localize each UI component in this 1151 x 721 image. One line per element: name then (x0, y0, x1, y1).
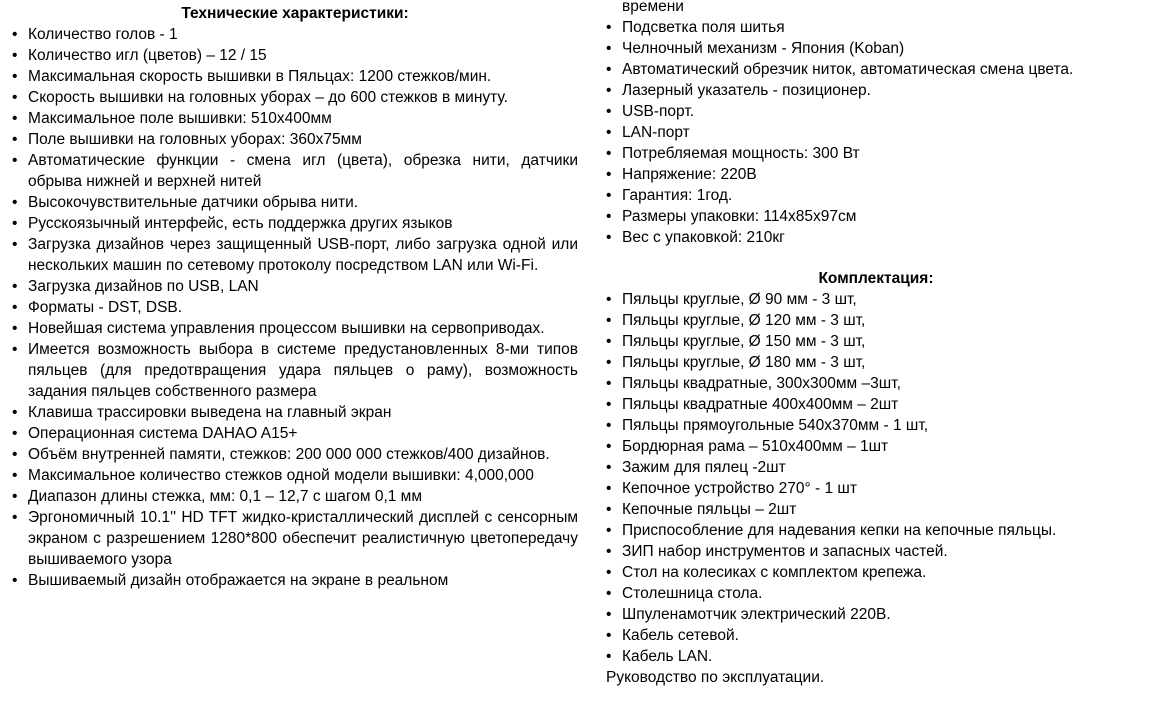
spec-item: • Русскоязычный интерфейс, есть поддержка других языков (12, 213, 578, 234)
spec-item: • Автоматический обрезчик ниток, автоматическая смена цвета. (606, 59, 1146, 80)
spec-item: • LAN-порт (606, 122, 1146, 143)
kit-item: • Шпуленамотчик электрический 220В. (606, 604, 1146, 625)
spec-item: • Загрузка дизайнов по USB, LAN (12, 276, 578, 297)
spec-item: • Вес с упаковкой: 210кг (606, 227, 1146, 248)
manual-item: Руководство по эксплуатации. (606, 669, 825, 686)
specs-list-continued (606, 17, 1146, 248)
specs-column (12, 0, 578, 591)
spec-item: • Гарантия: 1год. (606, 185, 1146, 206)
spec-item: • Высокочувствительные датчики обрыва нити. (12, 192, 578, 213)
spec-item: • USB-порт. (606, 101, 1146, 122)
specs-column-continued (606, 0, 1146, 688)
kit-item: • Пяльцы круглые, Ø 180 мм - 3 шт, (606, 352, 1146, 373)
spec-item: • Новейшая система управления процессом вышивки на сервоприводах. (12, 318, 578, 339)
kit-item: • Кепочные пяльцы – 2шт (606, 499, 1146, 520)
kit-item: • Пяльцы квадратные, 300х300мм –3шт, (606, 373, 1146, 394)
spec-item: • Количество игл (цветов) – 12 / 15 (12, 45, 578, 66)
specs-list (12, 24, 578, 591)
spec-item: • Количество голов - 1 (12, 24, 578, 45)
spec-item: • Потребляемая мощность: 300 Вт (606, 143, 1146, 164)
kit-item: • Пяльцы прямоугольные 540х370мм - 1 шт, (606, 415, 1146, 436)
kit-item: • Бордюрная рама – 510х400мм – 1шт (606, 436, 1146, 457)
spec-item: • Диапазон длины стежка, мм: 0,1 – 12,7 с шагом 0,1 мм (12, 486, 578, 507)
spec-item: • Операционная система DAHAO A15+ (12, 423, 578, 444)
kit-item: • Зажим для пялец -2шт (606, 457, 1146, 478)
spec-item: • Скорость вышивки на головных уборах – до 600 стежков в минуту. (12, 87, 578, 108)
spec-item: • Подсветка поля шитья (606, 17, 1146, 38)
spec-item: • Эргономичный 10.1'' HD TFT жидко-кристаллический дисплей с сенсорным экраном с разрешением 1280*800 обеспечит реалистичную цветопередачу вышиваемого узора (12, 507, 578, 570)
kit-item: • Пяльцы круглые, Ø 150 мм - 3 шт, (606, 331, 1146, 352)
kit-list (606, 289, 1146, 667)
kit-title: Комплектация: (818, 270, 934, 287)
kit-item: • Стол на колесиках с комплектом крепежа. (606, 562, 1146, 583)
spec-item: • Объём внутренней памяти, стежков: 200 000 000 стежков/400 дизайнов. (12, 444, 578, 465)
kit-item: • ЗИП набор инструментов и запасных частей. (606, 541, 1146, 562)
spec-item: • Максимальная скорость вышивки в Пяльцах: 1200 стежков/мин. (12, 66, 578, 87)
spec-item: • Лазерный указатель - позиционер. (606, 80, 1146, 101)
spec-item: • Максимальное количество стежков одной модели вышивки: 4,000,000 (12, 465, 578, 486)
kit-item: • Кабель сетевой. (606, 625, 1146, 646)
spec-item: • Челночный механизм - Япония (Koban) (606, 38, 1146, 59)
spec-item: • Максимальное поле вышивки: 510х400мм (12, 108, 578, 129)
kit-item: • Кепочное устройство 270° - 1 шт (606, 478, 1146, 499)
spec-item: • Форматы - DST, DSB. (12, 297, 578, 318)
specs-title: Технические характеристики: (181, 5, 409, 22)
specs-continuation-text: времени (622, 0, 684, 15)
spec-item: • Вышиваемый дизайн отображается на экране в реальном (12, 570, 578, 591)
spec-item: • Поле вышивки на головных уборах: 360х75мм (12, 129, 578, 150)
kit-item: • Пяльцы квадратные 400х400мм – 2шт (606, 394, 1146, 415)
kit-item: • Приспособление для надевания кепки на кепочные пяльцы. (606, 520, 1146, 541)
kit-item: • Кабель LAN. (606, 646, 1146, 667)
spec-item: • Клавиша трассировки выведена на главный экран (12, 402, 578, 423)
spec-item: • Автоматические функции - смена игл (цвета), обрезка нити, датчики обрыва нижней и верхней нитей (12, 150, 578, 192)
spec-item: • Загрузка дизайнов через защищенный USB-порт, либо загрузка одной или нескольких машин по сетевому протоколу посредством LAN или Wi-Fi. (12, 234, 578, 276)
kit-item: • Пяльцы круглые, Ø 120 мм - 3 шт, (606, 310, 1146, 331)
spec-item: • Напряжение: 220В (606, 164, 1146, 185)
spec-item: • Размеры упаковки: 114х85х97см (606, 206, 1146, 227)
spec-item: • Имеется возможность выбора в системе предустановленных 8-ми типов пяльцев (для предотвращения удара пяльцев о раму), возможность задания пяльцев собственного размера (12, 339, 578, 402)
kit-item: • Пяльцы круглые, Ø 90 мм - 3 шт, (606, 289, 1146, 310)
kit-item: • Столешница стола. (606, 583, 1146, 604)
